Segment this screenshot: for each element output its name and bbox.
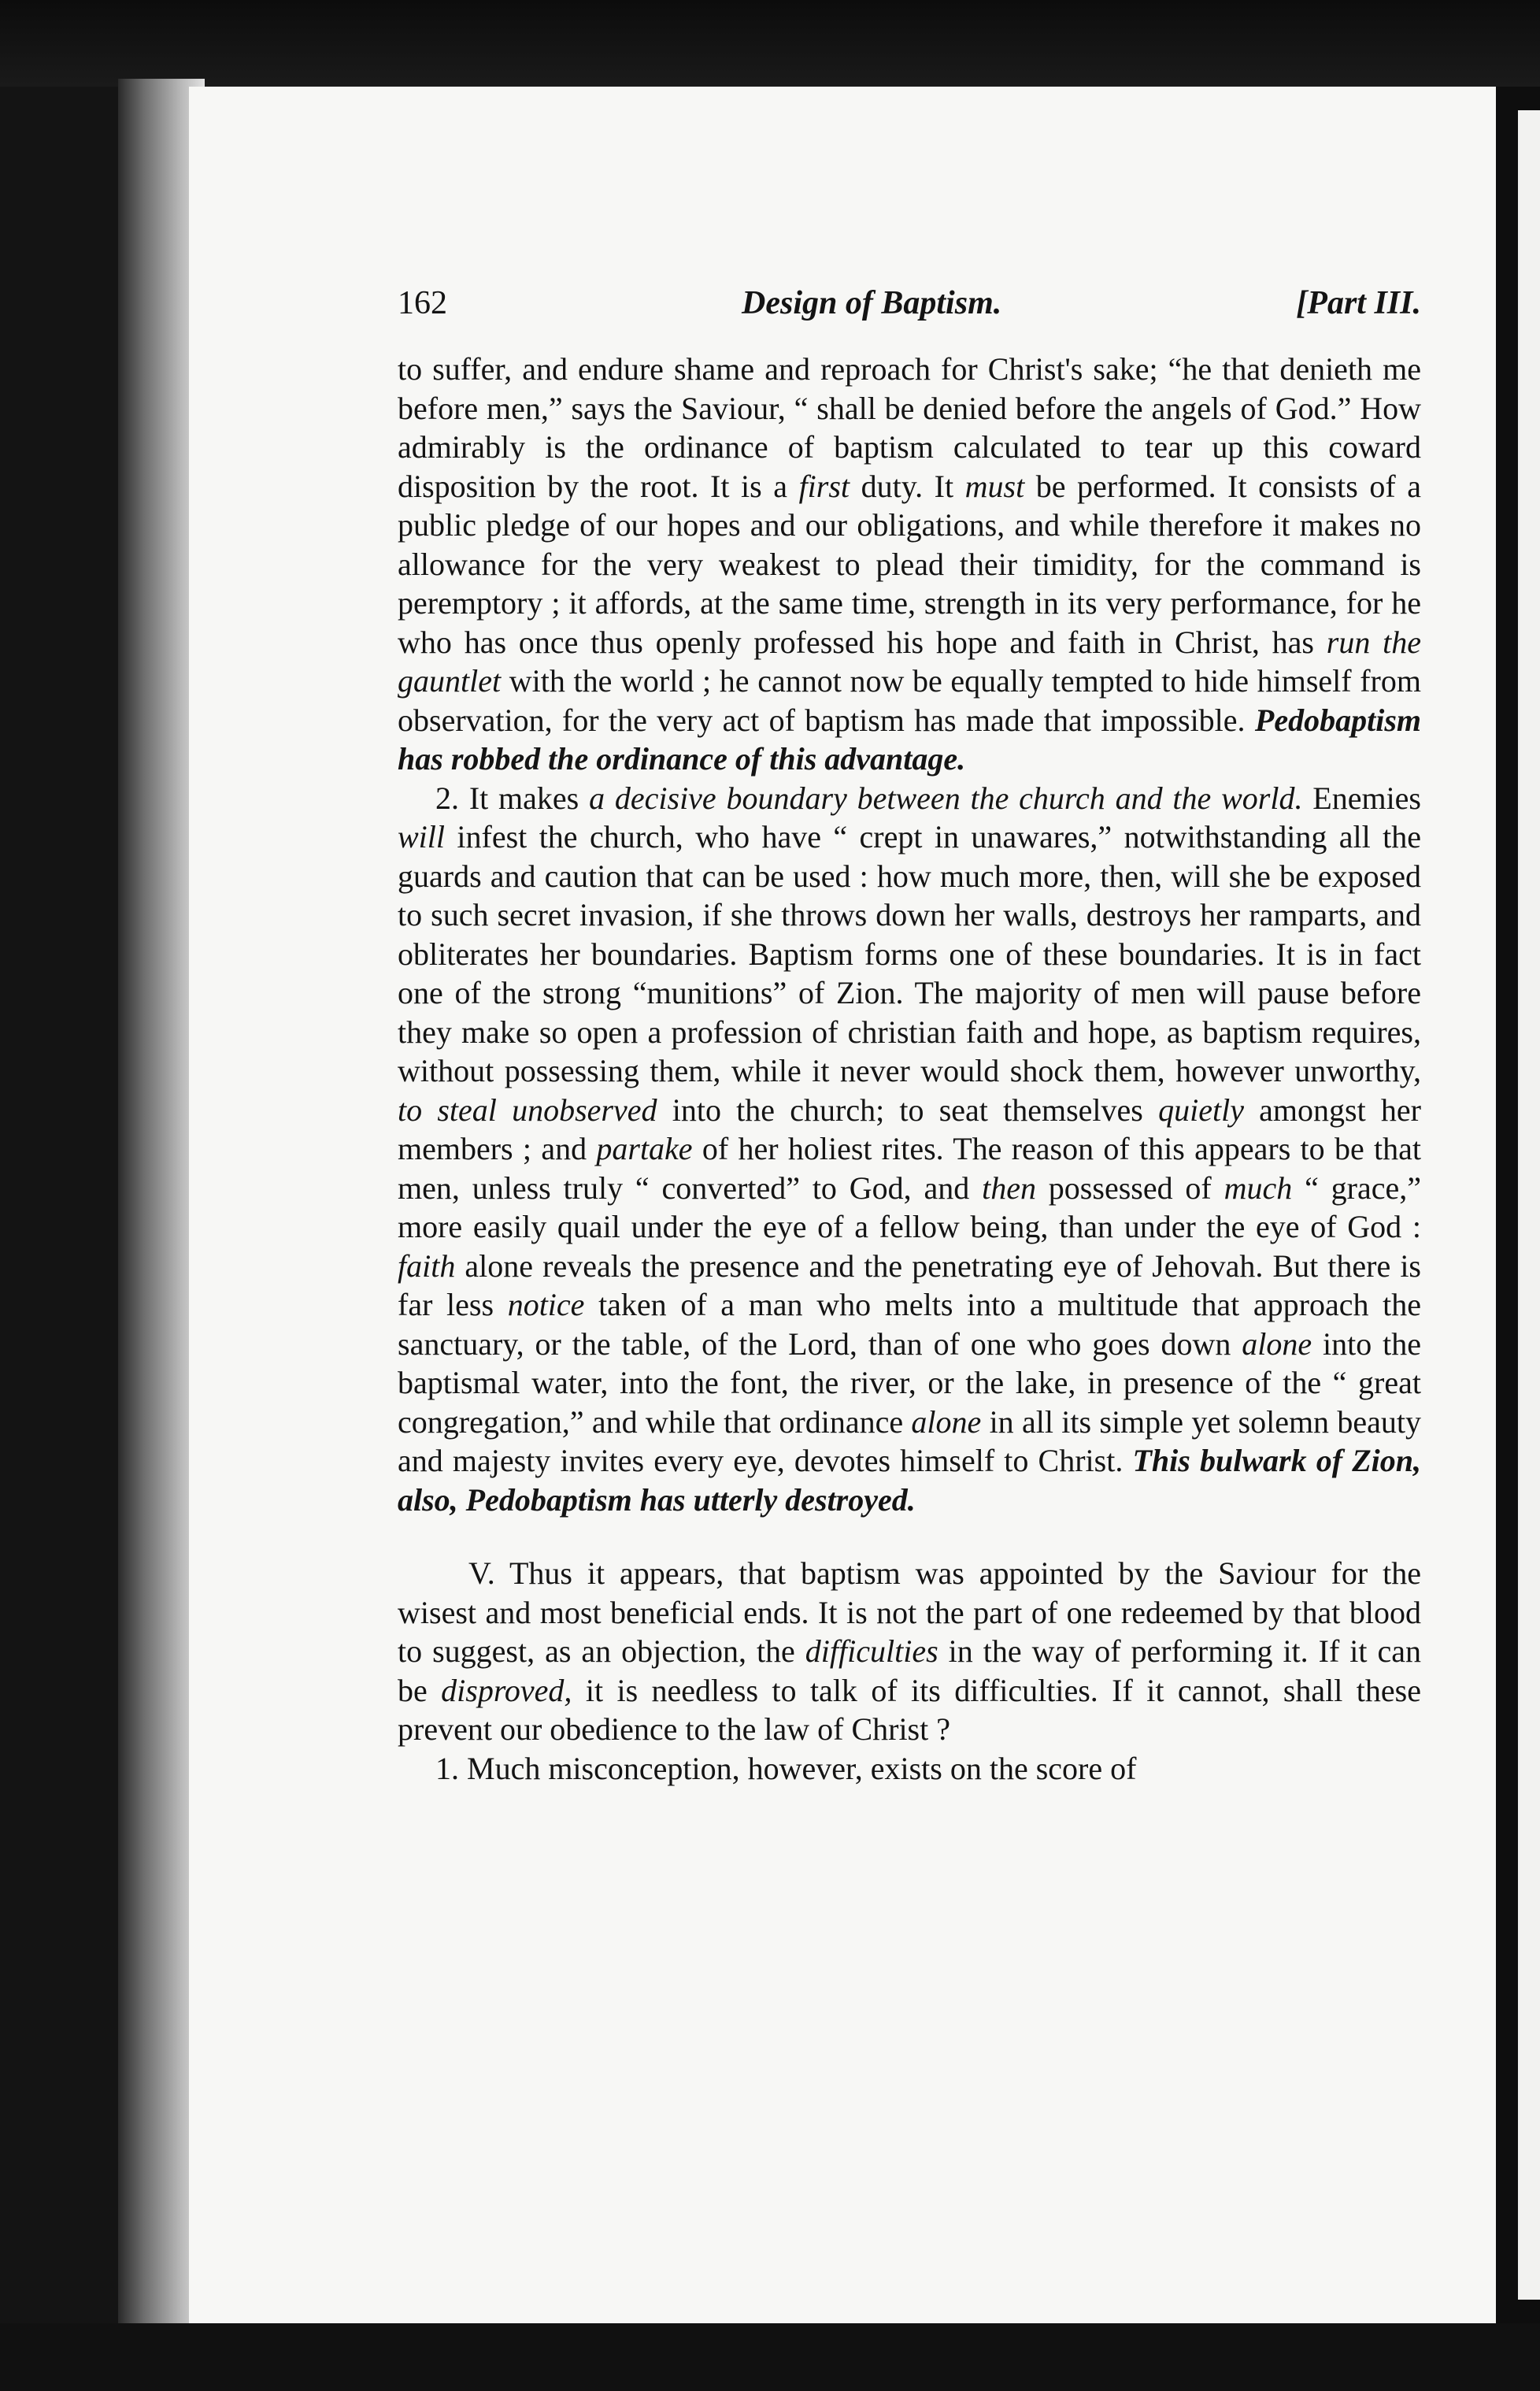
paragraph-boundary [398,779,1421,1520]
text-run: be performed. It consists of a public pledge of our hopes and our obligations, and while therefore it makes no allowance for the very weakest to plead their timidity, for the command is peremptory ; it affords, at the same time, strength in its very performance, for he who has once thus openly professed his hope and faith in Christ, has [398,468,1421,660]
italic-text: much [1223,1170,1293,1206]
text-run: infest the church, who have “ crept in unawares,” notwithstanding all the guards and caution that can be used : how much more, then, will she be exposed to such secret invasion, if she throws down her walls, destroys her ramparts, and obliterates her boundaries. Baptism forms one of these boundaries. It is in fact one of the strong “munitions” of Zion. The majority of men will pause before they make so open a profession of christian faith and hope, as baptism requires, without possessing them, while it never would shock them, however unworthy, [398,819,1421,1088]
italic-text: must [964,468,1025,504]
scan-bottom-border [0,2323,1540,2391]
running-title: Design of Baptism. [742,285,1002,321]
paragraph-continuation [398,350,1421,779]
italic-text: difficulties [805,1633,938,1669]
text-run: possessed of [1035,1170,1224,1206]
facing-page-edge [1518,110,1540,2300]
text-run: taken of a man who melts into a multitude that approach the sanctuary, or the table, of the Lord, than of one who goes down [398,1287,1421,1362]
italic-text: disproved, [441,1672,572,1708]
emphasis-text: Pedobaptism has robbed the ordinance of this advantage. [398,702,1421,777]
text-run: of her holiest rites. The reason of this appears to be that men, unless truly “ converted” to God, and [398,1131,1421,1206]
text-run: with the world ; he cannot now be equally tempted to hide himself from observation, for the very act of baptism has made that impossible. [398,663,1421,738]
running-header [398,284,1421,323]
text-run: 1. Much misconception, however, exists on the score of [435,1750,1137,1786]
text-run: duty. It [850,468,965,504]
text-run: in the way of performing it. If it can be [398,1633,1421,1708]
italic-text: run the gauntlet [398,624,1421,699]
text-run: alone reveals the presence and the penetrating eye of Jehovah. But there is far less [398,1247,1421,1322]
italic-text: alone [911,1403,982,1440]
italic-text: to steal unobserved [398,1092,657,1128]
text-run: into the baptismal water, into the font, the river, or the lake, in presence of the “ great congregation,” and while that ordinance [398,1325,1422,1440]
text-run: V. Thus it appears, that baptism was appointed by the Saviour for the wisest and most beneficial ends. It is not the part of one redeemed by that blood to suggest, as an objection, the [398,1555,1421,1669]
text-run: amongst her members ; and [398,1092,1422,1166]
italic-text: notice [507,1287,585,1322]
page-number: 162 [398,285,447,321]
text-run: “ grace,” more easily quail under the eye of a fellow being, than under the eye of God : [398,1170,1422,1244]
italic-text: a decisive boundary between the church and the world. [589,780,1303,816]
paragraph-section-v [398,1554,1421,1749]
scan-top-border [0,0,1540,87]
italic-text: faith [398,1247,456,1284]
text-run: to suffer, and endure shame and reproach for Christ's sake; “he that denieth me before men,” says the Saviour, “ shall be denied before the angels of God.” How admirably is the ordinance of baptism calculated to tear up this coward disposition by the root. It is a [398,351,1421,504]
italic-text: first [798,468,850,504]
paragraph-misconception [398,1749,1421,1789]
text-run: 2. It makes [435,780,590,816]
italic-text: alone [1242,1325,1312,1362]
text-run: Enemies [1302,780,1422,816]
page-text-block [398,284,1421,1788]
italic-text: then [982,1170,1036,1206]
part-label: [Part III. [1296,285,1421,321]
emphasis-text: This bulwark of Zion, also, Pedobaptism has utterly destroyed. [398,1443,1421,1518]
text-run: in all its simple yet solemn beauty and majesty invites every eye, devotes himself to Christ. [398,1403,1421,1478]
text-run: into the church; to seat themselves [657,1092,1159,1128]
italic-text: partake [596,1131,693,1166]
text-run: it is needless to talk of its difficulties. If it cannot, shall these prevent our obedience to the law of Christ ? [398,1672,1421,1747]
italic-text: quietly [1158,1092,1244,1128]
italic-text: will [398,819,446,854]
